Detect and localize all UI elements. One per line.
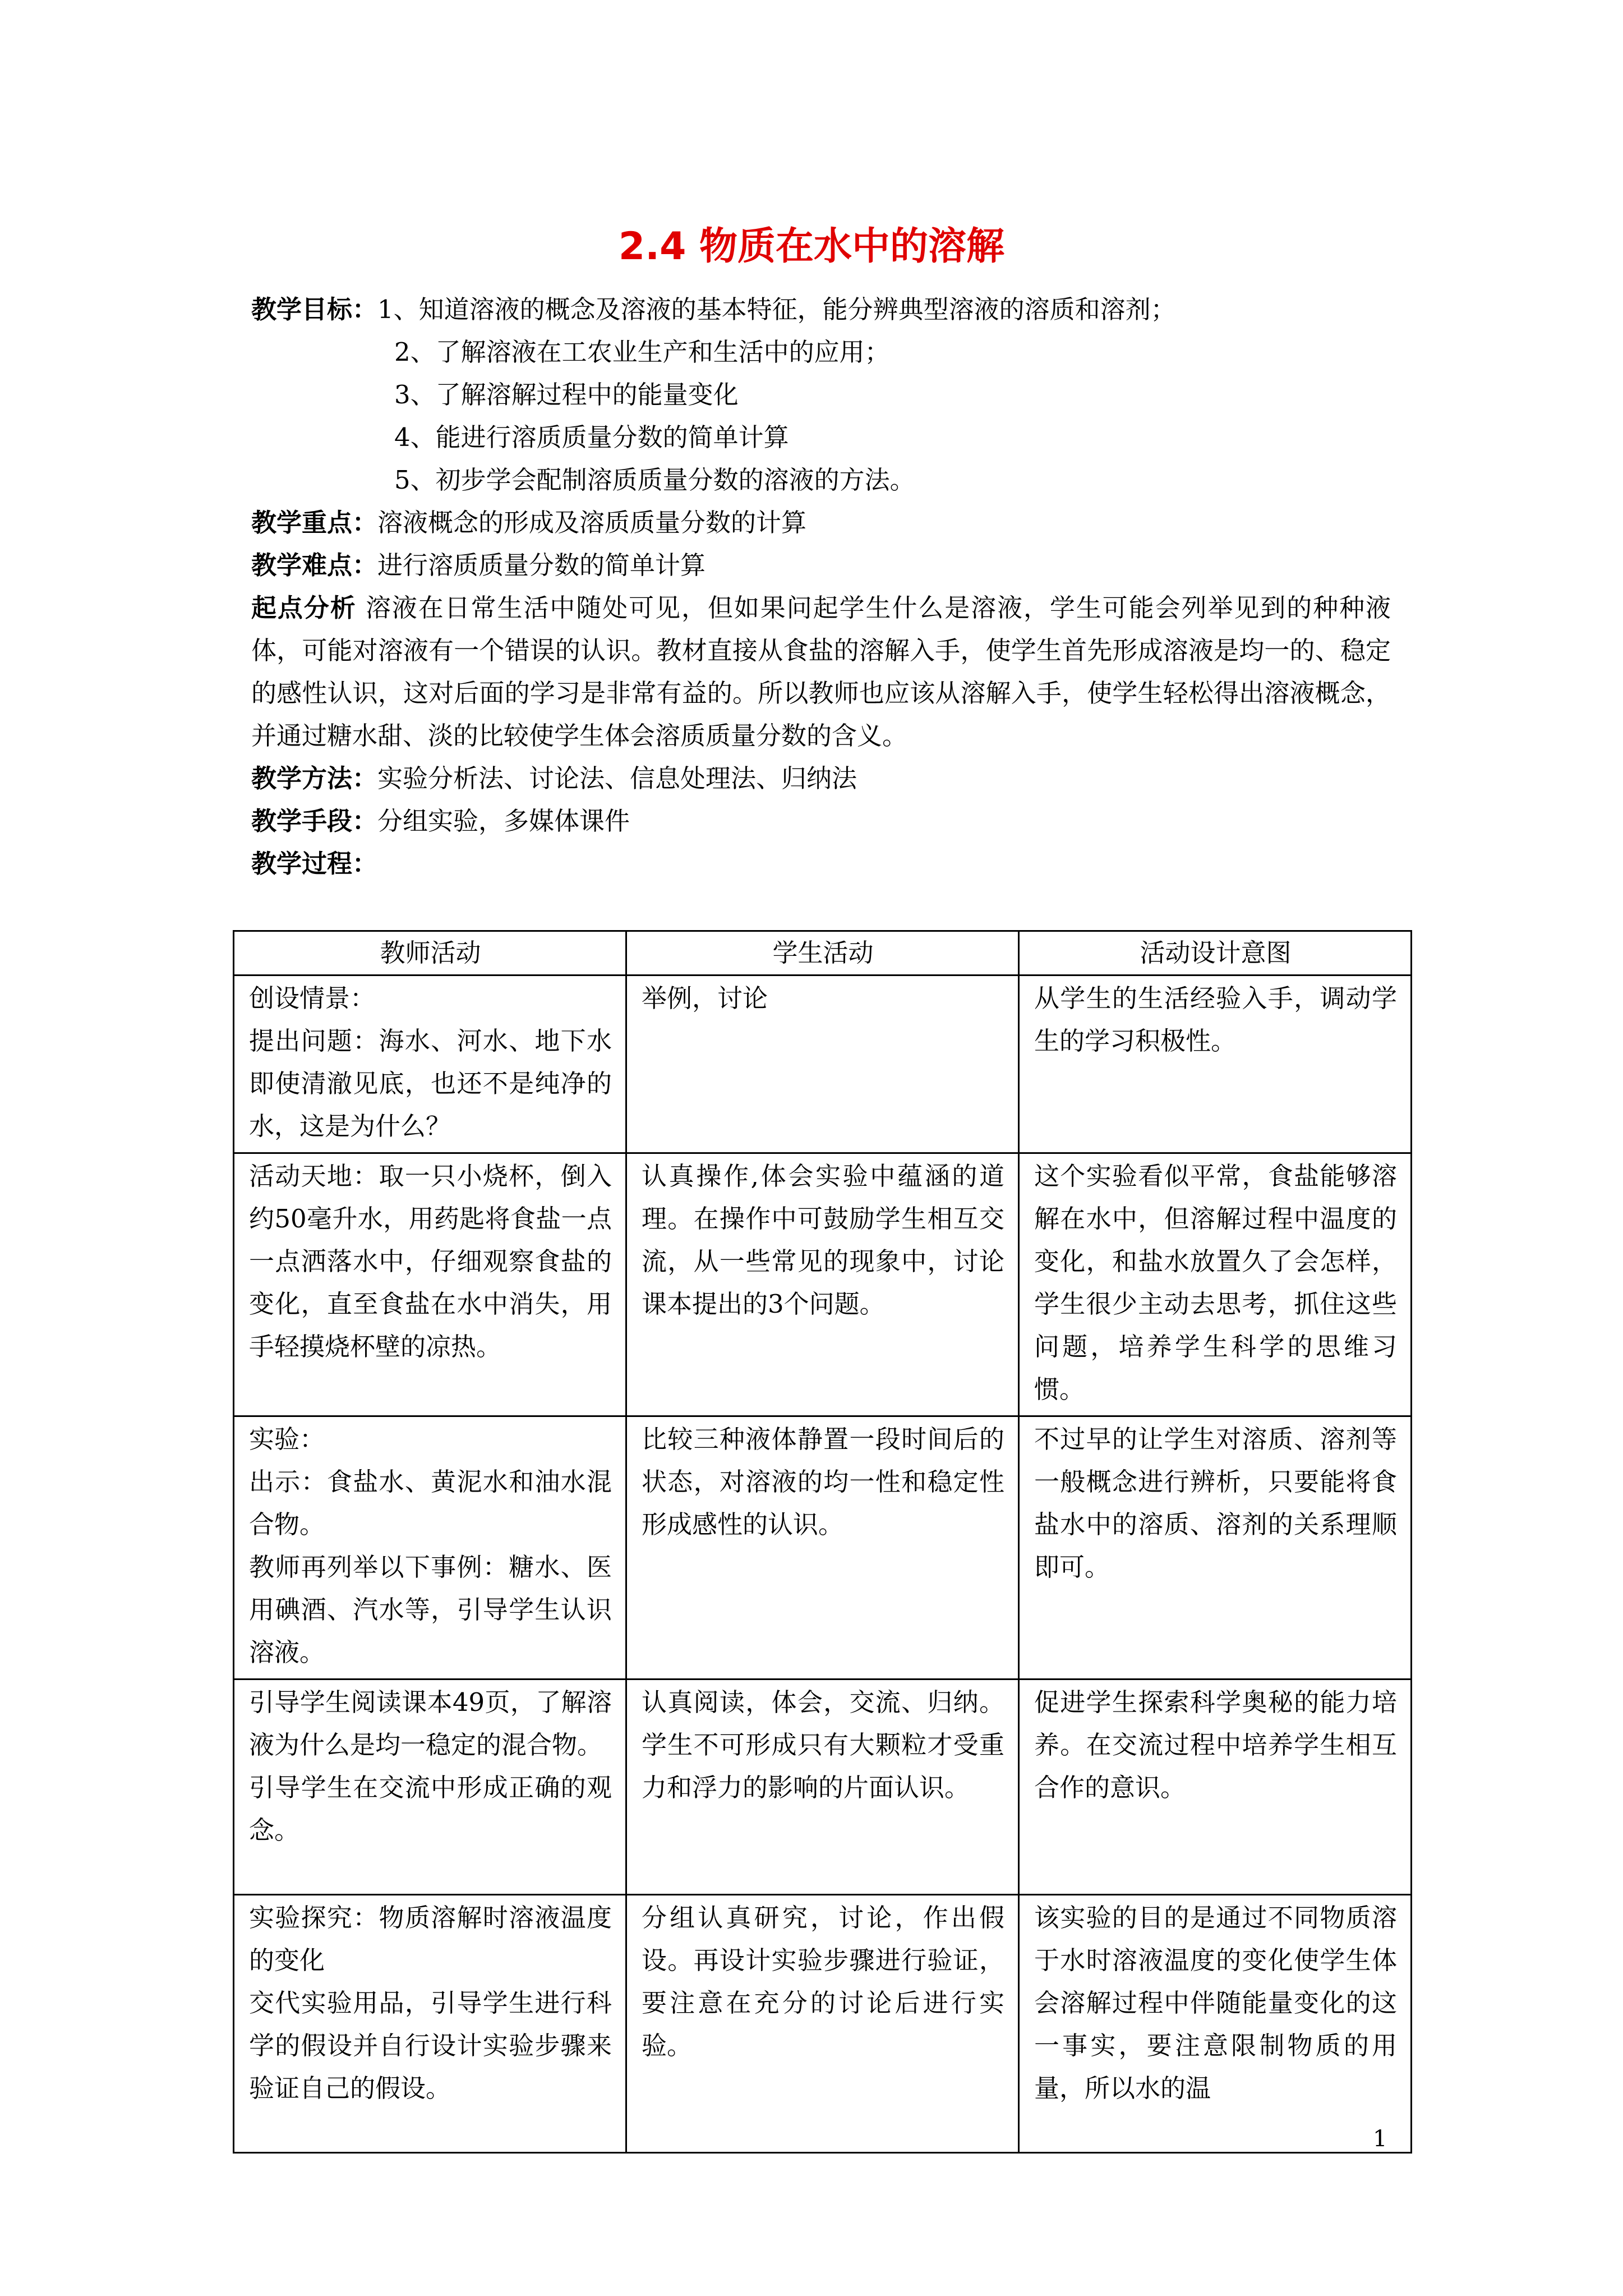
table-header-row — [234, 931, 1412, 976]
design-intent-cell: 该实验的目的是通过不同物质溶于水时溶液温度的变化使学生体会溶解过程中伴随能量变化的这一事实，要注意限制物质的用量，所以水的温 — [1019, 1895, 1412, 2153]
student-activity-cell: 分组认真研究，讨论，作出假设。再设计实验步骤进行验证，要注意在充分的讨论后进行实验。 — [626, 1895, 1019, 2153]
teacher-activity-cell: 实验探究：物质溶解时溶液温度的变化 交代实验用品，引导学生进行科学的假设并自行设计实验步骤来验证自己的假设。 — [234, 1895, 626, 2153]
design-intent-cell: 不过早的让学生对溶质、溶剂等一般概念进行辨析，只要能将食盐水中的溶质、溶剂的关系理顺即可。 — [1019, 1416, 1412, 1680]
page-number: 1 — [1373, 2126, 1387, 2152]
header-student-activity: 学生活动 — [626, 931, 1019, 976]
goal-item-1: 教学目标：1、知道溶液的概念及溶液的基本特征，能分辨典型溶液的溶质和溶剂； — [251, 295, 1176, 324]
teaching-goals — [251, 288, 1391, 885]
document-title: 2.4 物质在水中的溶解 — [618, 224, 1005, 269]
teacher-activity-cell: 创设情景： 提出问题：海水、河水、地下水即使清澈见底，也还不是纯净的水，这是为什么？ — [234, 976, 626, 1153]
teacher-activity-cell: 实验： 出示：食盐水、黄泥水和油水混合物。 教师再列举以下事例：糖水、医用碘酒、汽水等，引导学生认识溶液。 — [234, 1416, 626, 1680]
student-activity-cell: 认真操作,体会实验中蕴涵的道理。在操作中可鼓励学生相互交流，从一些常见的现象中，讨论课本提出的3个问题。 — [626, 1153, 1019, 1416]
goals-label: 教学目标： — [251, 295, 378, 324]
table-row — [234, 976, 1412, 1153]
teaching-means: 教学手段：分组实验，多媒体课件 — [251, 806, 630, 836]
header-design-intent: 活动设计意图 — [1019, 931, 1412, 976]
table-row — [234, 1895, 1412, 2153]
design-intent-cell: 促进学生探索科学奥秘的能力培养。在交流过程中培养学生相互合作的意识。 — [1019, 1680, 1412, 1895]
header-teacher-activity: 教师活动 — [234, 931, 626, 976]
goal-item-3: 3、了解溶解过程中的能量变化 — [394, 380, 739, 409]
starting-point-analysis: 起点分析 溶液在日常生活中随处可见，但如果问起学生什么是溶液，学生可能会列举见到的种种液体，可能对溶液有一个错误的认识。教材直接从食盐的溶解入手，使学生首先形成溶液是均一的、稳定的感性认识，这对后面的学习是非常有益的。所以教师也应该从溶解入手，使学生轻松得出溶液概念，并通过糖水甜、淡的比较使学生体会溶质质量分数的含义。 — [251, 593, 1391, 751]
goal-item-4: 4、能进行溶质质量分数的简单计算 — [394, 422, 789, 452]
table-row — [234, 1680, 1412, 1895]
difficulty: 教学难点：进行溶质质量分数的简单计算 — [251, 550, 706, 580]
student-activity-cell: 举例，讨论 — [626, 976, 1019, 1153]
table-row — [234, 1416, 1412, 1680]
teacher-activity-cell: 引导学生阅读课本49页，了解溶液为什么是均一稳定的混合物。 引导学生在交流中形成正确的观念。 — [234, 1680, 626, 1895]
key-point: 教学重点：溶液概念的形成及溶质质量分数的计算 — [251, 508, 807, 537]
teaching-method: 教学方法：实验分析法、讨论法、信息处理法、归纳法 — [251, 763, 857, 793]
process-label: 教学过程： — [251, 849, 378, 878]
teaching-process-table — [233, 930, 1412, 2154]
design-intent-cell: 这个实验看似平常，食盐能够溶解在水中，但溶解过程中温度的变化，和盐水放置久了会怎样，学生很少主动去思考，抓住这些问题，培养学生科学的思维习惯。 — [1019, 1153, 1412, 1416]
student-activity-cell: 认真阅读，体会，交流、归纳。学生不可形成只有大颗粒才受重力和浮力的影响的片面认识。 — [626, 1680, 1019, 1895]
teacher-activity-cell: 活动天地：取一只小烧杯，倒入约50毫升水，用药匙将食盐一点一点洒落水中，仔细观察食盐的变化，直至食盐在水中消失，用手轻摸烧杯壁的凉热。 — [234, 1153, 626, 1416]
student-activity-cell: 比较三种液体静置一段时间后的状态，对溶液的均一性和稳定性形成感性的认识。 — [626, 1416, 1019, 1680]
design-intent-cell: 从学生的生活经验入手，调动学生的学习积极性。 — [1019, 976, 1412, 1153]
goal-item-5: 5、初步学会配制溶质质量分数的溶液的方法。 — [394, 465, 915, 495]
table-row — [234, 1153, 1412, 1416]
goal-item-2: 2、了解溶液在工农业生产和生活中的应用； — [394, 337, 890, 367]
